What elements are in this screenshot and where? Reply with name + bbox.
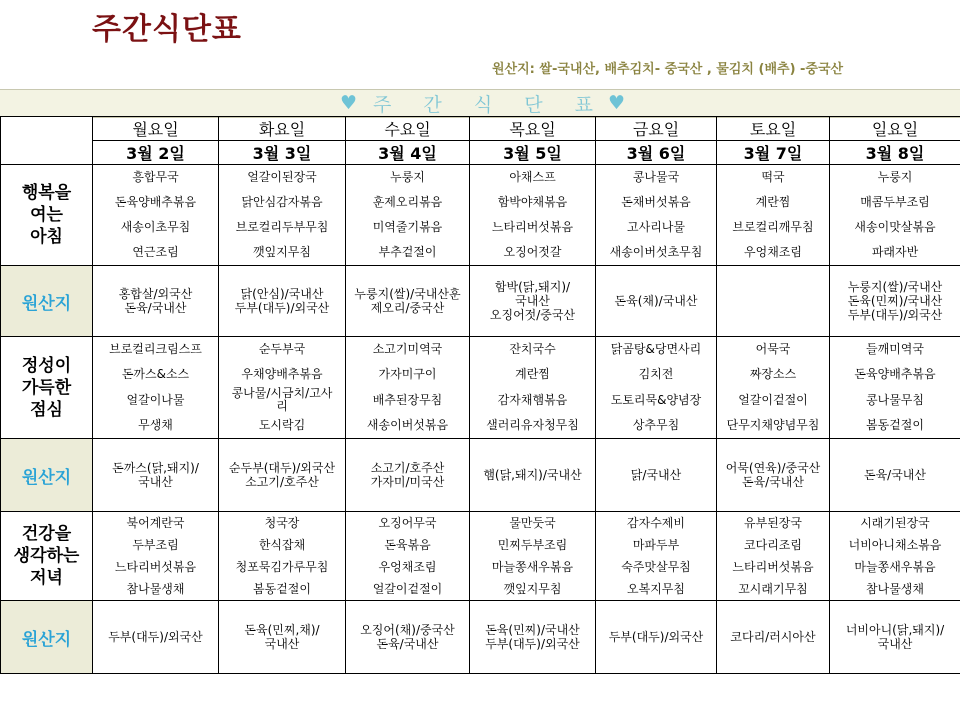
menu-item: 도시락김 bbox=[219, 413, 346, 439]
menu-item: 훈제오리볶음 bbox=[346, 190, 470, 215]
menu-item: 도토리묵&양념장 bbox=[596, 387, 717, 413]
menu-item: 매콤두부조림 bbox=[830, 190, 960, 215]
menu-item: 닭안심감자볶음 bbox=[219, 190, 346, 215]
menu-item: 누룽지 bbox=[830, 165, 960, 191]
origin-cell: 두부(대두)/외국산 bbox=[93, 601, 219, 674]
menu-item: 느타리버섯볶음 bbox=[717, 556, 830, 578]
menu-item: 샐러리유자청무침 bbox=[470, 413, 596, 439]
menu-item: 감자채햄볶음 bbox=[470, 387, 596, 413]
corner-cell bbox=[1, 117, 93, 165]
menu-item: 두부조림 bbox=[93, 534, 219, 556]
menu-item: 김치전 bbox=[596, 362, 717, 387]
menu-item: 어묵국 bbox=[717, 337, 830, 363]
menu-item: 연근조림 bbox=[93, 240, 219, 266]
menu-item: 새송이버섯볶음 bbox=[346, 413, 470, 439]
origin-cell: 누룽지(쌀)/국내산훈 제오리/중국산 bbox=[346, 266, 470, 337]
menu-item: 브로컬리두부무침 bbox=[219, 215, 346, 240]
menu-item: 함박야채볶음 bbox=[470, 190, 596, 215]
menu-item: 깻잎지무침 bbox=[219, 240, 346, 266]
meal-row bbox=[1, 534, 960, 556]
menu-item: 상추무침 bbox=[596, 413, 717, 439]
menu-item: 얼갈이겉절이 bbox=[346, 578, 470, 601]
weekly-menu-table bbox=[0, 116, 960, 674]
origin-label: 원산지 bbox=[1, 266, 93, 337]
menu-item: 우채양배추볶음 bbox=[219, 362, 346, 387]
origin-cell: 소고기/호주산 가자미/미국산 bbox=[346, 439, 470, 512]
origin-cell: 돈육(민찌)/국내산 두부(대두)/외국산 bbox=[470, 601, 596, 674]
menu-item: 우엉채조림 bbox=[346, 556, 470, 578]
origin-cell: 오징어(채)/중국산 돈육/국내산 bbox=[346, 601, 470, 674]
menu-item: 우엉채조림 bbox=[717, 240, 830, 266]
origin-cell: 돈육/국내산 bbox=[830, 439, 960, 512]
date-label: 3월 6일 bbox=[596, 141, 717, 165]
menu-item: 오징어무국 bbox=[346, 512, 470, 535]
banner-text: 주 간 식 단 표 bbox=[373, 94, 606, 116]
day-label: 화요일 bbox=[219, 117, 346, 141]
date-label: 3월 4일 bbox=[346, 141, 470, 165]
menu-item: 배추된장무침 bbox=[346, 387, 470, 413]
origin-cell: 두부(대두)/외국산 bbox=[596, 601, 717, 674]
menu-item: 돈육볶음 bbox=[346, 534, 470, 556]
menu-item: 콩나물국 bbox=[596, 165, 717, 191]
date-label: 3월 3일 bbox=[219, 141, 346, 165]
meal-label: 행복을 여는 아침 bbox=[1, 165, 93, 266]
menu-item: 꼬시래기무침 bbox=[717, 578, 830, 601]
menu-item: 봄동겉절이 bbox=[219, 578, 346, 601]
menu-item: 계란찜 bbox=[717, 190, 830, 215]
date-label: 3월 5일 bbox=[470, 141, 596, 165]
menu-item: 새송이초무침 bbox=[93, 215, 219, 240]
menu-item: 봄동겉절이 bbox=[830, 413, 960, 439]
menu-item: 콩나물무침 bbox=[830, 387, 960, 413]
menu-item: 숙주맛살무침 bbox=[596, 556, 717, 578]
menu-item: 닭곰탕&당면사리 bbox=[596, 337, 717, 363]
menu-item: 짜장소스 bbox=[717, 362, 830, 387]
day-label: 월요일 bbox=[93, 117, 219, 141]
menu-item: 들깨미역국 bbox=[830, 337, 960, 363]
menu-item: 참나물생채 bbox=[93, 578, 219, 601]
menu-item: 돈채버섯볶음 bbox=[596, 190, 717, 215]
meal-row bbox=[1, 512, 960, 535]
menu-item: 참나물생채 bbox=[830, 578, 960, 601]
day-label: 목요일 bbox=[470, 117, 596, 141]
origin-cell: 코다리/러시아산 bbox=[717, 601, 830, 674]
origin-cell: 돈육(민찌,채)/ 국내산 bbox=[219, 601, 346, 674]
origin-row bbox=[1, 266, 960, 337]
menu-item: 마파두부 bbox=[596, 534, 717, 556]
origin-cell: 누룽지(쌀)/국내산 돈육(민찌)/국내산 두부(대두)/외국산 bbox=[830, 266, 960, 337]
day-label: 토요일 bbox=[717, 117, 830, 141]
title-banner bbox=[0, 89, 960, 118]
menu-item: 청국장 bbox=[219, 512, 346, 535]
menu-item: 한식잡채 bbox=[219, 534, 346, 556]
menu-item: 마늘쫑새우볶음 bbox=[470, 556, 596, 578]
date-header-row bbox=[1, 141, 960, 165]
menu-item: 순두부국 bbox=[219, 337, 346, 363]
menu-item: 단무지채양념무침 bbox=[717, 413, 830, 439]
menu-item: 얼갈이겉절이 bbox=[717, 387, 830, 413]
page-title: 주간식단표 bbox=[92, 12, 242, 47]
origin-cell: 돈까스(닭,돼지)/ 국내산 bbox=[93, 439, 219, 512]
menu-item: 콩나물/시금치/고사 리 bbox=[219, 387, 346, 413]
meal-row bbox=[1, 337, 960, 363]
menu-item: 부추겉절이 bbox=[346, 240, 470, 266]
heart-icon: ♥ bbox=[340, 92, 358, 114]
date-label: 3월 7일 bbox=[717, 141, 830, 165]
menu-item: 느타리버섯볶음 bbox=[93, 556, 219, 578]
menu-item: 무생채 bbox=[93, 413, 219, 439]
origin-cell: 돈육(채)/국내산 bbox=[596, 266, 717, 337]
meal-row bbox=[1, 190, 960, 215]
origin-cell bbox=[717, 266, 830, 337]
origin-cell: 어묵(연육)/중국산 돈육/국내산 bbox=[717, 439, 830, 512]
origin-label: 원산지 bbox=[1, 601, 93, 674]
menu-item: 브로컬리깨무침 bbox=[717, 215, 830, 240]
meal-row bbox=[1, 240, 960, 266]
menu-item: 얼갈이된장국 bbox=[219, 165, 346, 191]
day-label: 수요일 bbox=[346, 117, 470, 141]
menu-item: 오복지무침 bbox=[596, 578, 717, 601]
menu-item: 브로컬리크림스프 bbox=[93, 337, 219, 363]
menu-item: 아채스프 bbox=[470, 165, 596, 191]
origin-row bbox=[1, 601, 960, 674]
menu-item: 유부된장국 bbox=[717, 512, 830, 535]
origin-cell: 홍합살/외국산 돈육/국내산 bbox=[93, 266, 219, 337]
menu-item: 고사리나물 bbox=[596, 215, 717, 240]
menu-item: 너비아니채소볶음 bbox=[830, 534, 960, 556]
menu-item: 파래자반 bbox=[830, 240, 960, 266]
menu-item: 마늘쫑새우볶음 bbox=[830, 556, 960, 578]
menu-item: 잔치국수 bbox=[470, 337, 596, 363]
meal-row bbox=[1, 387, 960, 413]
meal-row bbox=[1, 578, 960, 601]
menu-item: 얼갈이나물 bbox=[93, 387, 219, 413]
day-header-row bbox=[1, 117, 960, 141]
menu-item: 새송이맛살볶음 bbox=[830, 215, 960, 240]
menu-item: 돈육양배추볶음 bbox=[830, 362, 960, 387]
menu-item: 떡국 bbox=[717, 165, 830, 191]
origin-cell: 너비아니(닭,돼지)/ 국내산 bbox=[830, 601, 960, 674]
meal-row bbox=[1, 362, 960, 387]
meal-label: 건강을 생각하는 저녁 bbox=[1, 512, 93, 601]
menu-item: 돈육양배추볶음 bbox=[93, 190, 219, 215]
menu-item: 느타리버섯볶음 bbox=[470, 215, 596, 240]
menu-item: 물만둣국 bbox=[470, 512, 596, 535]
menu-item: 흥합무국 bbox=[93, 165, 219, 191]
menu-item: 코다리조림 bbox=[717, 534, 830, 556]
meal-row bbox=[1, 413, 960, 439]
origin-cell: 순두부(대두)/외국산 소고기/호주산 bbox=[219, 439, 346, 512]
heart-icon: ♥ bbox=[607, 92, 625, 114]
menu-item: 계란찜 bbox=[470, 362, 596, 387]
menu-item: 누룽지 bbox=[346, 165, 470, 191]
origin-row bbox=[1, 439, 960, 512]
meal-row bbox=[1, 556, 960, 578]
origin-cell: 닭/국내산 bbox=[596, 439, 717, 512]
menu-item: 오징어젓갈 bbox=[470, 240, 596, 266]
origin-note: 원산지: 쌀-국내산, 배추김치- 중국산 , 물김치 (배추) -중국산 bbox=[492, 62, 844, 77]
menu-item: 깻잎지무침 bbox=[470, 578, 596, 601]
menu-item: 시래기된장국 bbox=[830, 512, 960, 535]
meal-row bbox=[1, 215, 960, 240]
date-label: 3월 2일 bbox=[93, 141, 219, 165]
origin-label: 원산지 bbox=[1, 439, 93, 512]
menu-item: 소고기미역국 bbox=[346, 337, 470, 363]
menu-item: 감자수제비 bbox=[596, 512, 717, 535]
meal-label: 정성이 가득한 점심 bbox=[1, 337, 93, 439]
menu-item: 가자미구이 bbox=[346, 362, 470, 387]
menu-item: 민찌두부조림 bbox=[470, 534, 596, 556]
date-label: 3월 8일 bbox=[830, 141, 960, 165]
menu-item: 청포묵김가루무침 bbox=[219, 556, 346, 578]
menu-item: 새송이버섯초무침 bbox=[596, 240, 717, 266]
origin-cell: 닭(안심)/국내산 두부(대두)/외국산 bbox=[219, 266, 346, 337]
menu-item: 미역줄기볶음 bbox=[346, 215, 470, 240]
origin-cell: 함박(닭,돼지)/ 국내산 오징어젓/중국산 bbox=[470, 266, 596, 337]
origin-cell: 햄(닭,돼지)/국내산 bbox=[470, 439, 596, 512]
day-label: 금요일 bbox=[596, 117, 717, 141]
menu-item: 북어계란국 bbox=[93, 512, 219, 535]
meal-row bbox=[1, 165, 960, 191]
menu-item: 돈까스&소스 bbox=[93, 362, 219, 387]
day-label: 일요일 bbox=[830, 117, 960, 141]
